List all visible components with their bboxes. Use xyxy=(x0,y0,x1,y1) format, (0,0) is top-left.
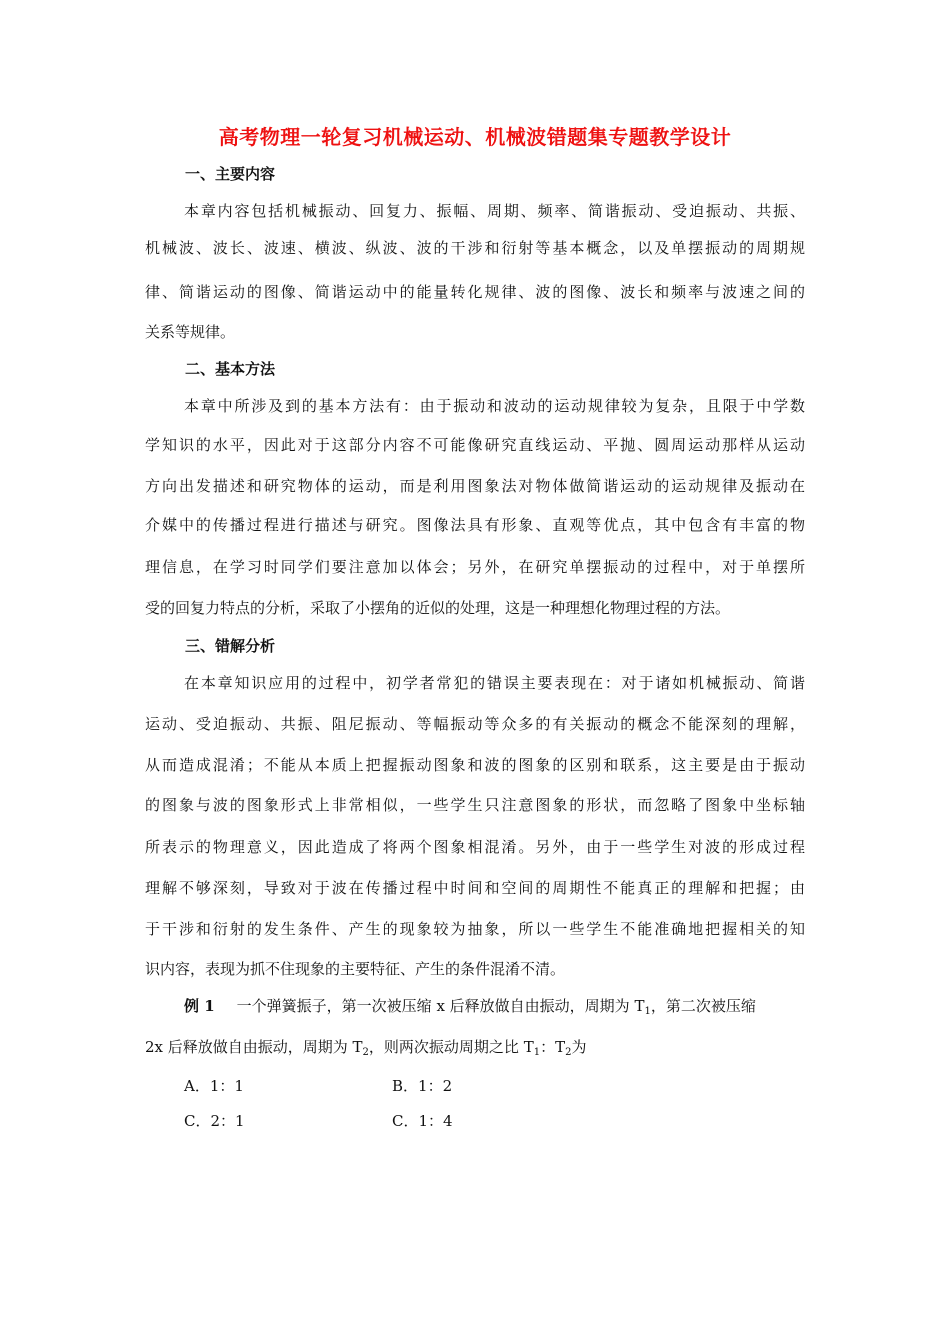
paragraph-line: 于干涉和衍射的发生条件、产生的现象较为抽象，所以一些学生不能准确地把握相关的知 xyxy=(145,920,805,938)
example-text: 为 xyxy=(571,1038,587,1056)
option-c: C．2：1 xyxy=(184,1112,245,1130)
paragraph-line: 的图象与波的图象形式上非常相似，一些学生只注意图象的形状，而忽略了图象中坐标轴 xyxy=(145,796,805,814)
document-title: 高考物理一轮复习机械运动、机械波错题集专题教学设计 xyxy=(218,125,732,149)
subscript: 2 xyxy=(362,1047,369,1058)
subscript: 2 xyxy=(565,1047,572,1058)
example-question-line xyxy=(184,995,805,1017)
paragraph-line: 学知识的水平，因此对于这部分内容不可能像研究直线运动、平抛、圆周运动那样从运动 xyxy=(145,436,805,454)
section-heading-basic-method: 二、基本方法 xyxy=(185,360,276,378)
paragraph-line: 在本章知识应用的过程中，初学者常犯的错误主要表现在：对于诸如机械振动、简谐 xyxy=(184,674,805,692)
option-a: A．1：1 xyxy=(184,1077,244,1095)
example-text: ，则两次振动周期之比 T xyxy=(368,1038,534,1056)
paragraph-line: 受的回复力特点的分析，采取了小摆角的近似的处理，这是一种理想化物理过程的方法。 xyxy=(145,599,731,617)
paragraph-line: 理信息，在学习时同学们要注意加以体会；另外，在研究单摆振动的过程中，对于单摆所 xyxy=(145,558,805,576)
paragraph-line: 律、简谐运动的图像、简谐运动中的能量转化规律、波的图像、波长和频率与波速之间的 xyxy=(145,283,805,301)
example-text: ，第二次被压缩 xyxy=(650,997,756,1015)
paragraph-line: 本章中所涉及到的基本方法有：由于振动和波动的运动规律较为复杂，且限于中学数 xyxy=(184,397,805,415)
paragraph-line: 介媒中的传播过程进行描述与研究。图像法具有形象、直观等优点，其中包含有丰富的物 xyxy=(145,516,805,534)
section-heading-main-content: 一、主要内容 xyxy=(185,165,276,183)
paragraph-line: 机械波、波长、波速、横波、纵波、波的干涉和衍射等基本概念，以及单摆振动的周期规 xyxy=(145,239,805,257)
paragraph-line: 所表示的物理意义，因此造成了将两个图象相混淆。另外，由于一些学生对波的形成过程 xyxy=(145,838,805,856)
paragraph-line: 从而造成混淆；不能从本质上把握振动图象和波的图象的区别和联系，这主要是由于振动 xyxy=(145,756,805,774)
example-text: 一个弹簧振子，第一次被压缩 x 后释放做自由振动，周期为 T xyxy=(236,997,645,1015)
paragraph-line: 识内容，表现为抓不住现象的主要特征、产生的条件混淆不清。 xyxy=(145,960,566,978)
paragraph-line: 运动、受迫振动、共振、阻尼振动、等幅振动等众多的有关振动的概念不能深刻的理解， xyxy=(145,715,805,733)
example-question-line xyxy=(145,1036,805,1058)
section-heading-error-analysis: 三、错解分析 xyxy=(185,637,276,655)
option-b: B．1：2 xyxy=(392,1077,453,1095)
paragraph-line: 理解不够深刻，导致对于波在传播过程中时间和空间的周期性不能真正的理解和把握；由 xyxy=(145,879,805,897)
option-d: C．1：4 xyxy=(392,1112,453,1130)
example-text: 2x 后释放做自由振动，周期为 T xyxy=(145,1038,363,1056)
example-label: 例 1 xyxy=(184,997,215,1015)
subscript: 1 xyxy=(533,1047,541,1058)
paragraph-line: 关系等规律。 xyxy=(145,323,236,341)
subscript: 1 xyxy=(644,1006,651,1017)
example-text: ：T xyxy=(540,1038,566,1056)
paragraph-line: 本章内容包括机械振动、回复力、振幅、周期、频率、简谐振动、受迫振动、共振、 xyxy=(184,202,805,220)
paragraph-line: 方向出发描述和研究物体的运动，而是利用图象法对物体做简谐运动的运动规律及振动在 xyxy=(145,477,805,495)
